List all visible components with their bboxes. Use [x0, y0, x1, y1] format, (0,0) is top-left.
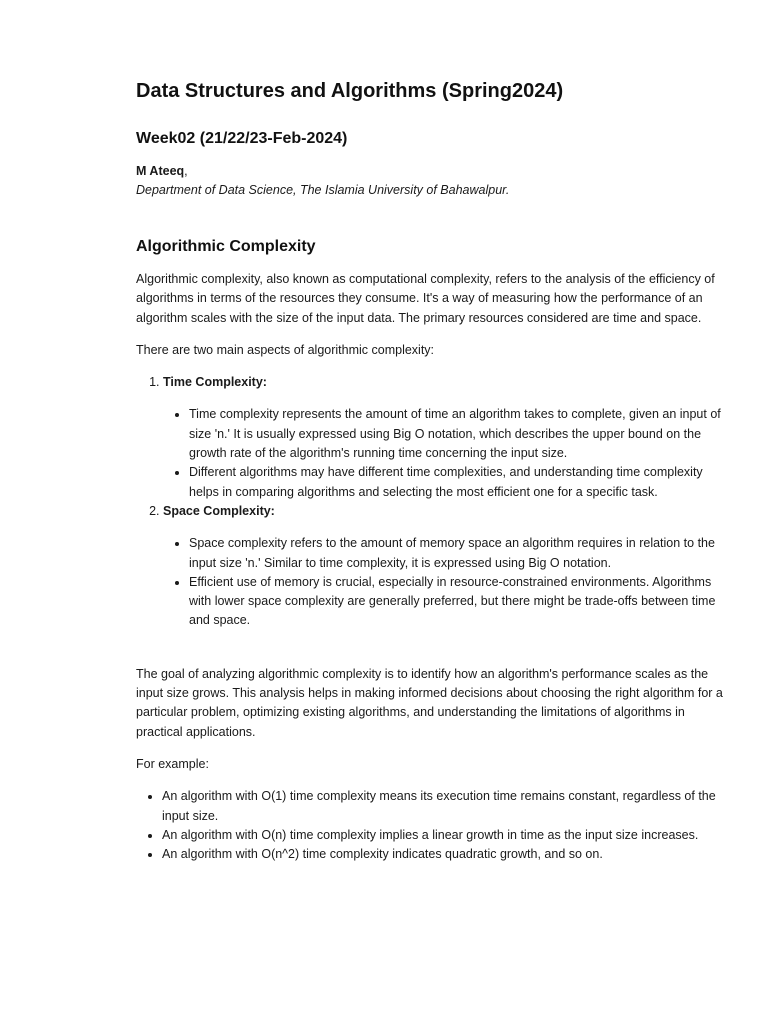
aspects-list: [136, 373, 726, 631]
example-lead-paragraph: For example:: [136, 756, 209, 771]
aspect-item-time: [163, 373, 726, 502]
section-body: [136, 270, 726, 864]
aspects-lead-paragraph: There are two main aspects of algorithmic complexity:: [136, 342, 435, 357]
aspect-item-space: [163, 502, 726, 631]
author-affiliation: Department of Data Science, The Islamia University of Bahawalpur.: [136, 183, 510, 197]
aspect-label: 1. Time Complexity:: [163, 375, 267, 390]
document-title: Data Structures and Algorithms (Spring2024): [136, 80, 564, 102]
aspect-label: 2. Space Complexity:: [163, 503, 275, 518]
aspect-point: • Time complexity represents the amount of time an algorithm takes to complete, given an input of size 'n.' It is usually expressed using Big O notation, which describes the upper bound on the growth rate of the algorithm's running time concerning the input size.: [189, 405, 726, 463]
example-item: • An algorithm with O(n) time complexity implies a linear growth in time as the input size increases.: [162, 826, 726, 845]
aspect-point: • Efficient use of memory is crucial, especially in resource-constrained environments. Algorithms with lower space complexity are generally preferred, but there might be trade-offs between time and space.: [189, 573, 726, 631]
goal-paragraph: The goal of analyzing algorithmic complexity is to identify how an algorithm's performance scales as the input size grows. This analysis helps in making informed decisions about choosing the right algorithm for a particular problem, optimizing existing algorithms, and understanding the limitations of algorithms in practical applications.: [136, 666, 723, 739]
author-name: M Ateeq: [136, 164, 185, 178]
examples-list: [136, 787, 726, 864]
author-separator: ,: [184, 164, 188, 178]
week-heading: Week02 (21/22/23-Feb-2024): [136, 130, 348, 147]
section-heading: Algorithmic Complexity: [136, 238, 316, 255]
intro-paragraph: Algorithmic complexity, also known as computational complexity, refers to the analysis of the efficiency of algorithms in terms of the resources they consume. It's a way of measuring how the performance of an algorithm scales with the size of the input data. The primary resources considered are time and space.: [136, 272, 715, 325]
aspect-point: • Different algorithms may have different time complexities, and understanding time complexity helps in comparing algorithms and selecting the most efficient one for a specific task.: [189, 463, 726, 502]
example-item: • An algorithm with O(n^2) time complexity indicates quadratic growth, and so on.: [162, 845, 726, 864]
aspect-points: [163, 405, 726, 501]
aspect-point: • Space complexity refers to the amount of memory space an algorithm requires in relation to the input size 'n.' Similar to time complexity, it is expressed using Big O notation.: [189, 534, 726, 573]
author-line: [136, 162, 188, 181]
example-item: • An algorithm with O(1) time complexity means its execution time remains constant, regardless of the input size.: [162, 787, 726, 826]
list-spacer: [136, 631, 726, 665]
aspect-points: [163, 534, 726, 630]
